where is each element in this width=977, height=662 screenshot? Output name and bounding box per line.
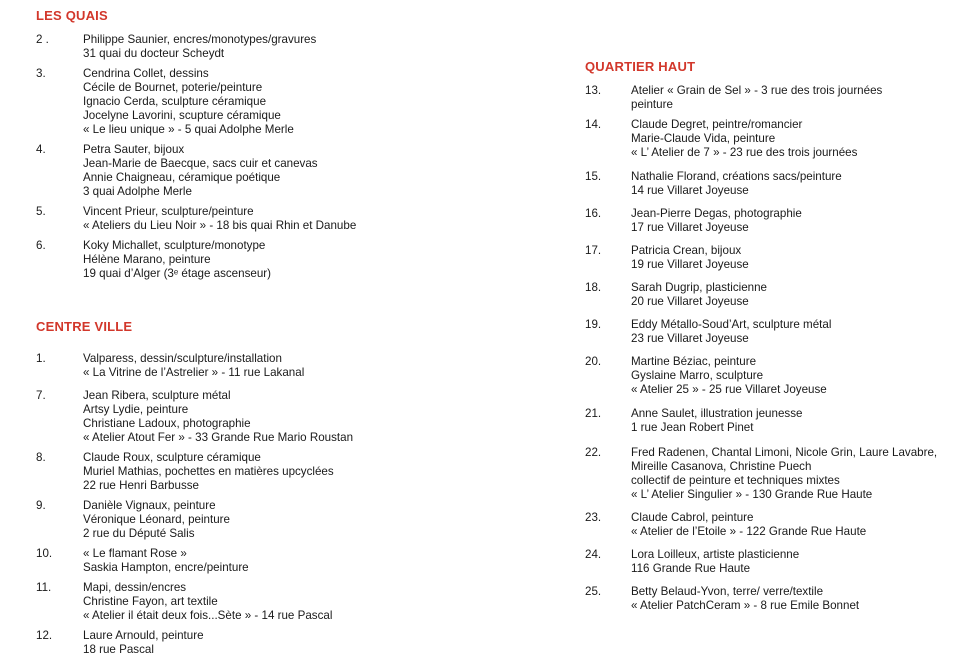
entry-line: Valparess, dessin/sculpture/installation (83, 352, 282, 365)
entry-line: « La Vitrine de l’Astrelier » - 11 rue Lakanal (83, 366, 305, 379)
entry-number: 8. (36, 451, 46, 464)
entry-lines (83, 389, 353, 445)
entry-lines (631, 118, 857, 160)
entry-line: Eddy Métallo-Soud’Art, sculpture métal (631, 318, 832, 331)
entry-line: Lora Loilleux, artiste plasticienne (631, 548, 800, 561)
entry-line: 1 rue Jean Robert Pinet (631, 421, 754, 434)
entry-line: « Atelier 25 » - 25 rue Villaret Joyeuse (631, 383, 827, 396)
entry-number: 5. (36, 205, 46, 218)
entry-lines (83, 451, 334, 493)
entry-line: « L’ Atelier de 7 » - 23 rue des trois journées (631, 146, 858, 159)
entry-line: 23 rue Villaret Joyeuse (631, 332, 749, 345)
entry-line: Petra Sauter, bijoux (83, 143, 185, 156)
entry-line: Christiane Ladoux, photographie (83, 417, 251, 430)
entry-number: 16. (585, 207, 602, 220)
entry-line: Jean Ribera, sculpture métal (83, 389, 231, 402)
section-heading-les-quais: LES QUAIS (36, 8, 108, 23)
entry-line: 20 rue Villaret Joyeuse (631, 295, 749, 308)
entry-number: 13. (585, 84, 602, 97)
entry-line: « Atelier Atout Fer » - 33 Grande Rue Mario Roustan (83, 431, 354, 444)
entry-line: Betty Belaud-Yvon, terre/ verre/textile (631, 585, 824, 598)
entry-line: Patricia Crean, bijoux (631, 244, 742, 257)
entry-lines (631, 84, 882, 112)
entry-line: Hélène Marano, peinture (83, 253, 211, 266)
entry-line: 31 quai du docteur Scheydt (83, 47, 225, 60)
entry-lines (83, 629, 204, 657)
entry-number: 12. (36, 629, 53, 642)
entry-line: Anne Saulet, illustration jeunesse (631, 407, 803, 420)
entry-line: Martine Béziac, peinture (631, 355, 757, 368)
entry-lines (631, 207, 802, 235)
entry-number: 10. (36, 547, 53, 560)
entry-lines (631, 355, 827, 397)
entry-line: Claude Cabrol, peinture (631, 511, 754, 524)
entry-line: Cendrina Collet, dessins (83, 67, 209, 80)
entry-line: « Atelier PatchCeram » - 8 rue Emile Bonnet (631, 599, 860, 612)
entry-line: Philippe Saunier, encres/monotypes/gravures (83, 33, 317, 46)
entry-lines (631, 585, 859, 613)
entry-line: Christine Fayon, art textile (83, 595, 218, 608)
entry-line: Mapi, dessin/encres (83, 581, 187, 594)
entry-lines (631, 170, 842, 198)
entry-line: Annie Chaigneau, céramique poétique (83, 171, 281, 184)
entry-number: 14. (585, 118, 602, 131)
entry-line: Muriel Mathias, pochettes en matières upcyclées (83, 465, 334, 478)
entry-line: Marie-Claude Vida, peinture (631, 132, 776, 145)
entry-line: 2 rue du Député Salis (83, 527, 195, 540)
entry-lines (83, 547, 249, 575)
entry-line: « Atelier de l’Etoile » - 122 Grande Rue Haute (631, 525, 867, 538)
entry-line: Cécile de Bournet, poterie/peinture (83, 81, 263, 94)
entry-line: « Le flamant Rose » (83, 547, 187, 560)
entry-lines (83, 33, 316, 61)
section-heading-quartier-haut: QUARTIER HAUT (585, 59, 696, 74)
entry-line: Véronique Léonard, peinture (83, 513, 230, 526)
entry-number: 24. (585, 548, 602, 561)
entry-number: 1. (36, 352, 46, 365)
entry-number: 21. (585, 407, 602, 420)
entry-number: 9. (36, 499, 46, 512)
entry-number: 3. (36, 67, 46, 80)
entry-lines (631, 281, 767, 309)
entry-line: Mireille Casanova, Christine Puech (631, 460, 812, 473)
entry-lines (631, 446, 937, 502)
entry-line: Atelier « Grain de Sel » - 3 rue des trois journées (631, 84, 883, 97)
entry-line: 22 rue Henri Barbusse (83, 479, 199, 492)
entry-line: Gyslaine Marro, sculpture (631, 369, 764, 382)
entry-line: Jean-Pierre Degas, photographie (631, 207, 802, 220)
entry-line: Danièle Vignaux, peinture (83, 499, 216, 512)
entry-number: 15. (585, 170, 602, 183)
entry-line: peinture (631, 98, 673, 111)
entry-line: Claude Degret, peintre/romancier (631, 118, 803, 131)
entry-lines (83, 499, 230, 541)
entry-number: 2 . (36, 33, 49, 46)
entry-line: Jocelyne Lavorini, scupture céramique (83, 109, 281, 122)
entry-line: 17 rue Villaret Joyeuse (631, 221, 749, 234)
entry-number: 4. (36, 143, 46, 156)
entry-lines (83, 581, 332, 623)
entry-line: Fred Radenen, Chantal Limoni, Nicole Grin, Laure Lavabre, (631, 446, 938, 459)
entry-number: 19. (585, 318, 602, 331)
entry-line: 116 Grande Rue Haute (631, 562, 751, 575)
entry-line: collectif de peinture et techniques mixtes (631, 474, 840, 487)
entry-number: 25. (585, 585, 602, 598)
entry-line: « L’ Atelier Singulier » - 130 Grande Rue Haute (631, 488, 873, 501)
entry-number: 23. (585, 511, 602, 524)
entry-line: Nathalie Florand, créations sacs/peinture (631, 170, 842, 183)
entry-line: 3 quai Adolphe Merle (83, 185, 192, 198)
entry-lines (631, 318, 831, 346)
entry-line: Artsy Lydie, peinture (83, 403, 189, 416)
entry-line: Vincent Prieur, sculpture/peinture (83, 205, 254, 218)
entry-number: 17. (585, 244, 602, 257)
entry-line: « Le lieu unique » - 5 quai Adolphe Merle (83, 123, 294, 136)
entry-line: Ignacio Cerda, sculpture céramique (83, 95, 267, 108)
entry-line: Koky Michallet, sculpture/monotype (83, 239, 266, 252)
entry-line: 18 rue Pascal (83, 643, 154, 656)
entry-number: 18. (585, 281, 602, 294)
entry-lines (631, 548, 799, 576)
entry-number: 20. (585, 355, 602, 368)
entry-line: « Atelier il était deux fois...Sète » - 14 rue Pascal (83, 609, 333, 622)
entry-number: 6. (36, 239, 46, 252)
entry-lines (83, 67, 294, 137)
entry-line: Claude Roux, sculpture céramique (83, 451, 261, 464)
entry-lines (631, 511, 866, 539)
entry-lines (83, 143, 318, 199)
entry-lines (83, 352, 304, 380)
entry-line: Laure Arnould, peinture (83, 629, 204, 642)
entry-line: 19 rue Villaret Joyeuse (631, 258, 749, 271)
entry-lines (631, 407, 802, 435)
entry-number: 7. (36, 389, 46, 402)
entry-line: « Ateliers du Lieu Noir » - 18 bis quai Rhin et Danube (83, 219, 357, 232)
entry-lines (83, 205, 356, 233)
entry-line: 19 quai d’Alger (3ᵉ étage ascenseur) (83, 267, 271, 280)
entry-line: Sarah Dugrip, plasticienne (631, 281, 767, 294)
entry-number: 22. (585, 446, 602, 459)
entry-number: 11. (36, 581, 52, 594)
entry-line: Jean-Marie de Baecque, sacs cuir et canevas (83, 157, 318, 170)
entry-line: 14 rue Villaret Joyeuse (631, 184, 749, 197)
entry-lines (83, 239, 271, 281)
entry-lines (631, 244, 749, 272)
section-heading-centre-ville: CENTRE VILLE (36, 319, 133, 334)
entry-line: Saskia Hampton, encre/peinture (83, 561, 249, 574)
